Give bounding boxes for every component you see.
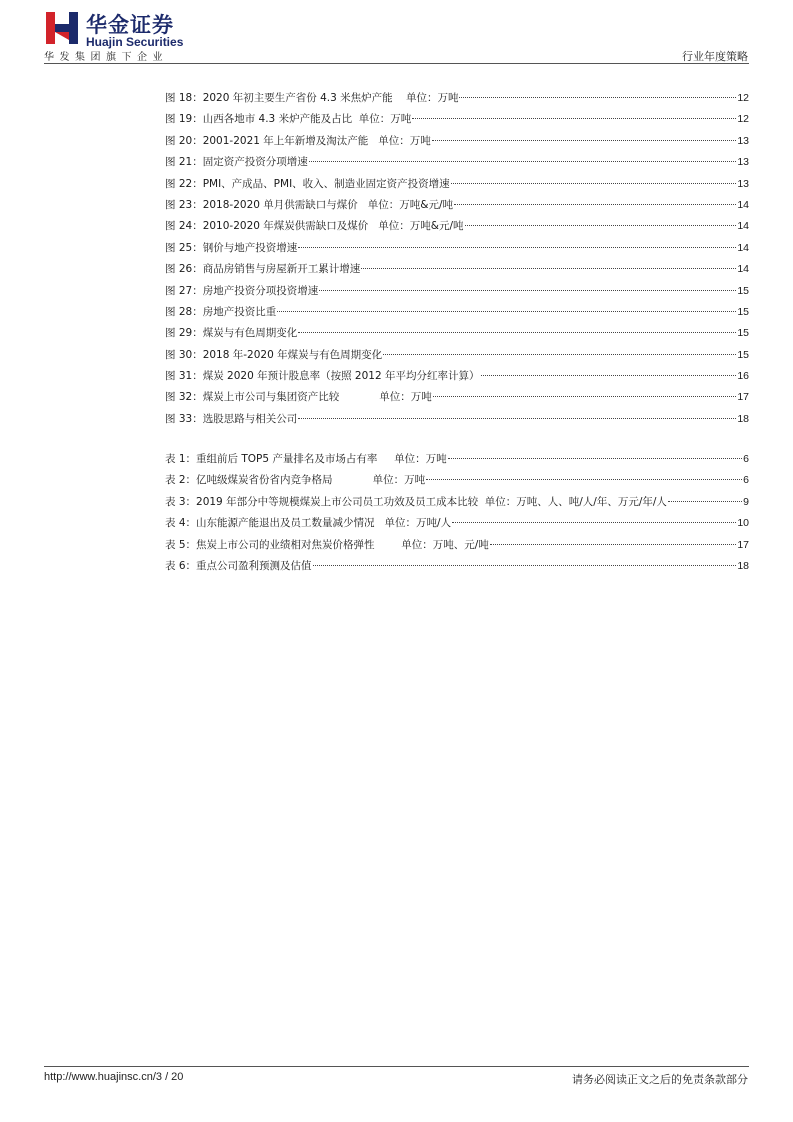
figure-entry[interactable] bbox=[165, 387, 749, 408]
table-list bbox=[165, 449, 749, 577]
table-entry-page: 17 bbox=[737, 538, 749, 551]
dot-leader bbox=[481, 375, 737, 376]
figure-entry[interactable] bbox=[165, 152, 749, 173]
figure-list bbox=[165, 88, 749, 430]
company-tagline: 华发集团旗下企业 bbox=[44, 52, 168, 63]
figure-entry-page: 14 bbox=[737, 241, 749, 254]
dot-leader bbox=[451, 183, 737, 184]
figure-entry[interactable] bbox=[165, 88, 749, 109]
figure-entry-label: 图 24：2010-2020 年煤炭供需缺口及煤价 单位：万吨&元/吨 bbox=[165, 220, 464, 233]
figure-entry-page: 16 bbox=[737, 370, 749, 383]
website-link[interactable]: http://www.huajinsc.cn/ bbox=[44, 1071, 156, 1083]
figure-entry[interactable] bbox=[165, 195, 749, 216]
figure-entry-page: 13 bbox=[737, 156, 749, 169]
figure-entry-label: 图 33：选股思路与相关公司 bbox=[165, 412, 298, 425]
table-entry-page: 9 bbox=[743, 495, 749, 508]
figure-entry[interactable] bbox=[165, 259, 749, 280]
figure-entry-label: 图 25：钢价与地产投资增速 bbox=[165, 241, 298, 254]
figure-entry[interactable] bbox=[165, 238, 749, 259]
figure-entry[interactable] bbox=[165, 131, 749, 152]
dot-leader bbox=[448, 458, 743, 459]
dot-leader bbox=[412, 118, 736, 119]
table-entry[interactable] bbox=[165, 535, 749, 556]
table-entry-label: 表 1：重组前后 TOP5 产量排名及市场占有率 单位：万吨 bbox=[165, 453, 447, 465]
dot-leader bbox=[454, 204, 736, 205]
logo-english-name: Huajin Securities bbox=[86, 35, 184, 49]
report-type: 行业年度策略 bbox=[682, 50, 748, 63]
figure-entry[interactable] bbox=[165, 109, 749, 130]
figure-entry[interactable] bbox=[165, 345, 749, 366]
table-entry-label: 表 6：重点公司盈利预测及估值 bbox=[165, 559, 312, 572]
figure-entry-page: 15 bbox=[737, 327, 749, 340]
dot-leader bbox=[432, 140, 737, 141]
figure-entry-label: 图 31：煤炭 2020 年预计股息率（按照 2012 年平均分红率计算） bbox=[165, 370, 480, 383]
figure-entry-label: 图 26：商品房销售与房屋新开工累计增速 bbox=[165, 263, 361, 276]
figure-entry[interactable] bbox=[165, 409, 749, 430]
footer-url[interactable] bbox=[44, 1071, 183, 1083]
table-entry[interactable] bbox=[165, 470, 749, 491]
figure-entry-label: 图 30：2018 年-2020 年煤炭与有色周期变化 bbox=[165, 348, 383, 361]
dot-leader bbox=[433, 396, 737, 397]
table-entry-label: 表 5：焦炭上市公司的业绩相对焦炭价格弹性 单位：万吨、元/吨 bbox=[165, 538, 489, 551]
figure-entry-page: 14 bbox=[737, 220, 749, 233]
figure-entry-label: 图 19：山西各地市 4.3 米炉产能及占比 单位：万吨 bbox=[165, 113, 412, 126]
figure-entry-label: 图 27：房地产投资分项投资增速 bbox=[165, 284, 319, 297]
table-entry[interactable] bbox=[165, 556, 749, 577]
table-entry-label: 表 3：2019 年部分中等规模煤炭上市公司员工功效及员工成本比较 单位：万吨、人、吨/人/年、万元/年/人 bbox=[165, 495, 667, 508]
figure-entry-page: 15 bbox=[737, 305, 749, 318]
page-header bbox=[0, 0, 793, 70]
logo-chinese-name: 华金证券 bbox=[86, 13, 174, 37]
dot-leader bbox=[490, 544, 737, 545]
figure-entry-page: 14 bbox=[737, 263, 749, 276]
dot-leader bbox=[298, 247, 736, 248]
figure-entry-page: 14 bbox=[737, 198, 749, 211]
figure-entry-label: 图 22：PMI、产成品、PMI、收入、制造业固定资产投资增速 bbox=[165, 177, 450, 190]
figure-entry-page: 15 bbox=[737, 284, 749, 297]
dot-leader bbox=[298, 332, 736, 333]
footer-divider bbox=[44, 1066, 749, 1067]
figure-entry[interactable] bbox=[165, 366, 749, 387]
figure-entry-label: 图 18：2020 年初主要生产省份 4.3 米焦炉产能 单位：万吨 bbox=[165, 92, 459, 104]
table-entry-page: 10 bbox=[737, 517, 749, 530]
figure-entry-label: 图 28：房地产投资比重 bbox=[165, 305, 277, 318]
figure-entry-page: 12 bbox=[737, 113, 749, 126]
dot-leader bbox=[361, 268, 736, 269]
dot-leader bbox=[277, 311, 736, 312]
figure-entry-page: 13 bbox=[737, 134, 749, 147]
figure-entry-label: 图 29：煤炭与有色周期变化 bbox=[165, 327, 298, 340]
figure-entry-page: 18 bbox=[737, 412, 749, 425]
figure-entry-label: 图 23：2018-2020 单月供需缺口与煤价 单位：万吨&元/吨 bbox=[165, 198, 454, 211]
table-entry[interactable] bbox=[165, 492, 749, 513]
figure-entry-page: 13 bbox=[737, 177, 749, 190]
huajin-logo-icon bbox=[44, 10, 80, 46]
page-number: 3 / 20 bbox=[155, 1071, 184, 1083]
figure-entry-label: 图 20：2001-2021 年上年新增及淘汰产能 单位：万吨 bbox=[165, 134, 431, 147]
dot-leader bbox=[319, 290, 736, 291]
figure-entry[interactable] bbox=[165, 174, 749, 195]
dot-leader bbox=[668, 501, 742, 502]
table-entry-label: 表 2：亿吨级煤炭省份省内竞争格局 单位：万吨 bbox=[165, 474, 426, 487]
figure-entry[interactable] bbox=[165, 323, 749, 344]
dot-leader bbox=[426, 479, 742, 480]
dot-leader bbox=[465, 225, 737, 226]
figure-entry[interactable] bbox=[165, 216, 749, 237]
table-entry[interactable] bbox=[165, 513, 749, 534]
figure-entry-page: 12 bbox=[737, 92, 749, 104]
header-divider bbox=[44, 63, 749, 64]
figure-entry[interactable] bbox=[165, 302, 749, 323]
table-entry-label: 表 4：山东能源产能退出及员工数量减少情况 单位：万吨/人 bbox=[165, 517, 452, 530]
dot-leader bbox=[459, 97, 736, 98]
figure-entry-page: 15 bbox=[737, 348, 749, 361]
table-entry-page: 6 bbox=[743, 474, 749, 487]
table-entry-page: 6 bbox=[743, 453, 749, 465]
dot-leader bbox=[309, 161, 737, 162]
footer-disclaimer: 请务必阅读正文之后的免责条款部分 bbox=[572, 1073, 748, 1086]
dot-leader bbox=[383, 354, 736, 355]
table-entry-page: 18 bbox=[737, 559, 749, 572]
figure-entry-label: 图 21：固定资产投资分项增速 bbox=[165, 156, 308, 169]
figure-entry-label: 图 32：煤炭上市公司与集团资产比较 单位：万吨 bbox=[165, 391, 432, 404]
figure-entry-page: 17 bbox=[737, 391, 749, 404]
dot-leader bbox=[452, 522, 736, 523]
dot-leader bbox=[313, 565, 737, 566]
table-entry[interactable] bbox=[165, 449, 749, 470]
figure-entry[interactable] bbox=[165, 281, 749, 302]
dot-leader bbox=[298, 418, 736, 419]
